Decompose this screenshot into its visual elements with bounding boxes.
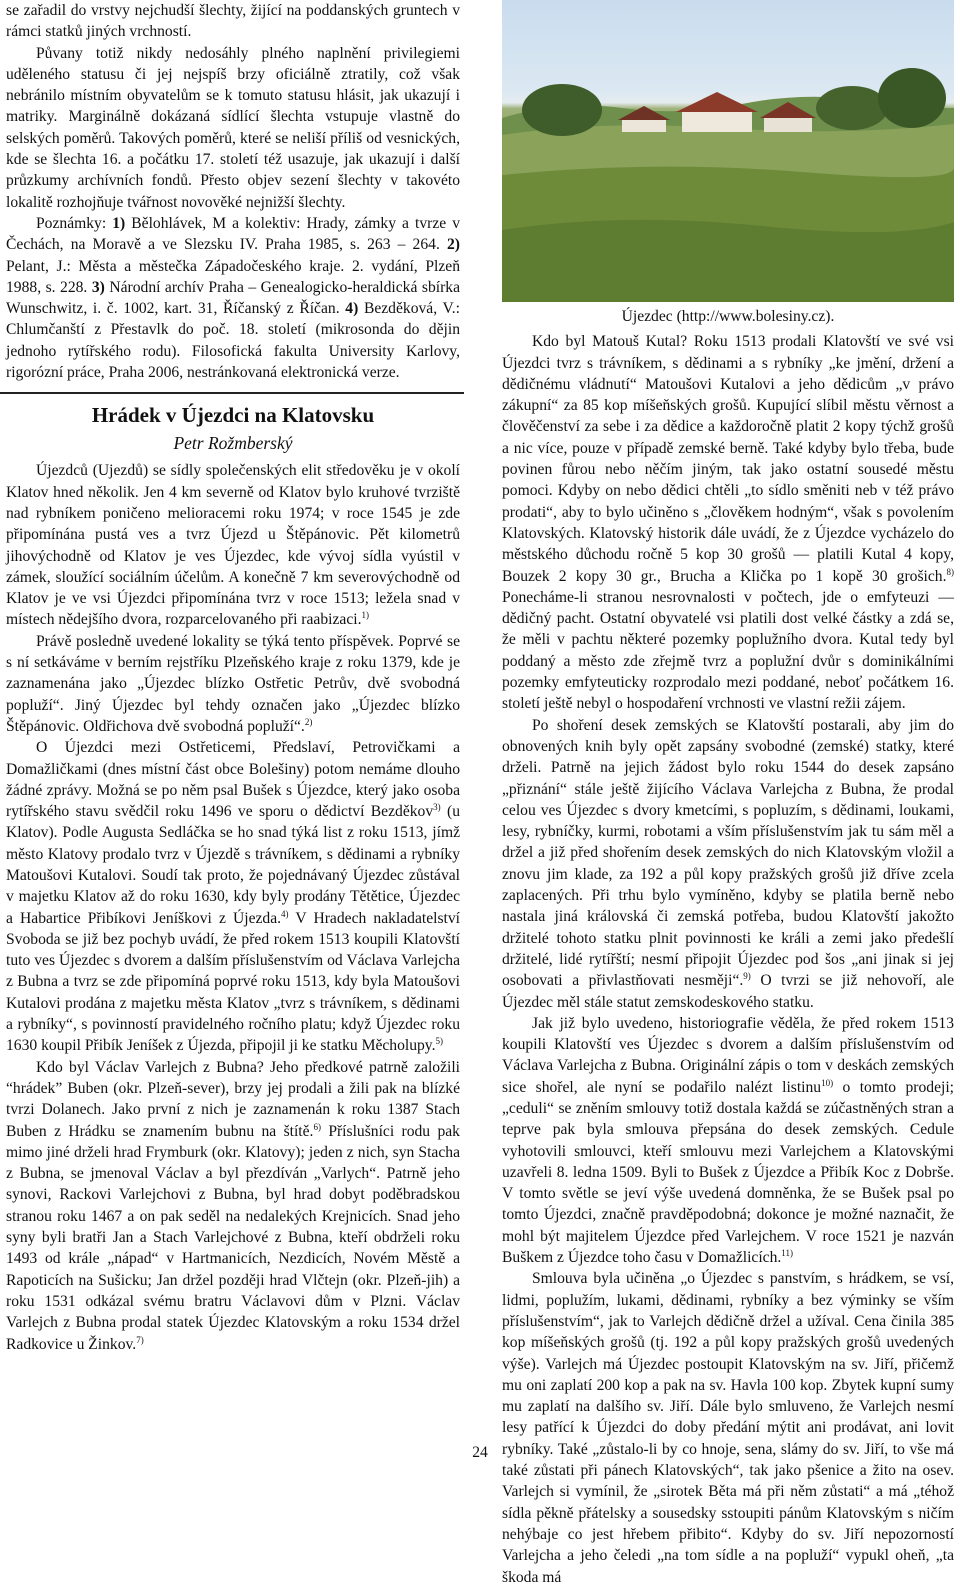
village-photo-illustration	[502, 0, 954, 302]
village-photo	[502, 0, 954, 302]
right-column	[502, 0, 954, 1588]
article-title: Hrádek v Újezdci na Klatovsku	[91, 403, 375, 428]
paragraph: Půvany totiž nikdy nedosáhly plného naplnění privilegiemi uděleného statusu či jej nejspíš brzy oficiálně ztratily, což však nebránilo místním obyvatelům se k tomuto statusu hlásit, jak ukazují i matriky. Marginálně dokázaná sídlící šlechta vstupuje vlastně do selských poměrů. Takových poměrů, které se neliší příliš od vesnických, kde se šlechta 16. a počátku 17. století též usazuje, jak ukazují i další průzkumy archívních fondů. Přesto objev sezení šlechty v takovéto lokalitě rozhojňuje tvářnost novověké nejnižší šlechty.	[6, 44, 460, 211]
page-number: 24	[472, 1444, 488, 1461]
paragraph: Újezdců (Ujezdů) se sídly společenských elit středověku je v okolí Klatov hned několik. Jen 4 km severně od Klatov bylo kruhové tvrziště nad rybníkem poničeno melioracemi roku 1974; v roce 1545 je zde připomínána pustá ves a tvrz Újezd u Štěpánovic. Pět kilometrů jihovýchodně od Klatov je ves Újezdec, kde vývoj sídla vyústil v zámek, sloužící sociálním účelům. A konečně 7 km severovýchodně od Klatov je ve vsi Újezdci připomínána tvrz v roce 1513; ležela snad v místech nědejšího dvora, rozparcelovaného při raabizaci.$^{1)}$	[6, 462, 460, 629]
photo-caption: Újezdec (http://www.bolesiny.cz).	[621, 308, 835, 325]
paragraph: Jak již bylo uvedeno, historiografie věděla, že před rokem 1513 koupili Klatovští ves Újezdec s dvorem a dalším příslušenstvím od Václava Varlejcha z Bubna. Originální zápis o tom v deskách zemských sice shořel, ale nyní se podařilo nalézt listinu$^{10)}$ o tomto prodeji; „ceduli“ se zněním smlouvy totiž dostala každá se zúčastněných stran a teprve pak byla smlouva přepsána do desek zemských. Cedule vyhotovili smlouvci, kteří smlouvu mezi Varlejchem a Klatovskými uzavřeli 8. ledna 1509. Byli to Bušek z Újezdce a Přibík Koc z Dobrše. V tomto světle se jeví výše uvedená domněnka, že se Bušek psal po tomto Újezdci, značně pravděpodobná; dokonce je možné naznačit, že mohl být majitelem Újezdce před Varlejchem. V roce 1521 je nazván Buškem z Újezdce toho času v Domažlicích.$^{11)}$	[502, 1014, 954, 1267]
section-divider	[0, 392, 464, 394]
paragraph: Kdo byl Václav Varlejch z Bubna? Jeho předkové patrně založili “hrádek” Buben (okr. Plzeň-sever), brzy jej prodali a žili pak na blízké tvrzi Dolanech. Jako první z nich je zaznamenán k roku 1387 Stach Buben z Hrádku se znamením bubnu na štítě.$^{6)}$ Příslušníci rodu pak mimo jiné drželi hrad Frymburk (okr. Klatovy); jeden z nich, syn Stacha z Bubna, se jmenoval Václav a byl přezdíván „Varlych“. Patrně jeho synovi, Rackovi Varlejchovi z Bubna, byl hrad dobyt poděbradskou stranou roku 1467 a on pak seděl na nedalekých Krejnicích. Snad jeho syny byli bratři Jan a Stach Varlejchové z Bubna, kteří obdrželi roku 1493 od krále „nápad“ v Hartmanicích, Nezdicích, Novém Městě a Rapoticích na Sušicku; Jan držel později hrad Vlčtejn (okr. Plzeň-jih) a roku 1531 odkázal svému bratru Václavovi dům v Plzni. Václav Varlejch z Bubna prodal statek Újezdec Klatovským a roku 1534 držel Radkovice u Žinkov.$^{7)}$	[6, 1058, 460, 1353]
article-author: Petr Rožmberský	[173, 433, 293, 454]
paragraph: Kdo byl Matouš Kutal? Roku 1513 prodali Klatovští ve své vsi Újezdci tvrz s trávníkem, s dědinami a s rybníky „ke jmění, držení a dědičnému vládnutí“ Matoušovi Kutalovi a jeho dědicům „v právo zákupní“ za 85 kop míšeňských grošů. Kupující slíbil městu věrnost a člověčenství za sebe i za dědice a každoročně platit 2 kopy týchž grošů a nic více, pouze v případě zemské berně. Také kdyby bylo třeba, bude povinen fůrou nebo něčím jiným, tak jako ostatní sousedé městu pomoci. Kdyby on nebo dědici chtěli „to sídlo směniti neb v též právo prodati“, aby to bylo učiněno s „člověkem hodným“, však s povolením Klatovských. Klatovský historik dále uvádí, že z Újezdce vycházelo do městského důchodu ročně 5 kop 30 grošů — platili Kutal 4 kopy, Bouzek 2 kopy 30 gr., Brucha a Klička po 1 kopě 30 grošich.$^{8)}$ Ponecháme-li stranou nesrovnalosti v počtech, jde o emfyteuzi — dědičný pacht. Ostatní obyvatelé vsi platili dost velké částky a zdá se, že měli v pachtu některé pozemky poplužního dvora. Kutal tedy byl poddaný a město zde zřejmě tvrz a poplužní dvůr s dominikálními pozemky emfyteuticky rozprodalo mezi poddané, neboť počátkem 16. století ještě nebyl o hospodaření vrchnosti ve vlastní režii zájem.	[502, 333, 954, 713]
paragraph: Smlouva byla učiněna „o Újezdec s panstvím, s hrádkem, se vsí, lidmi, poplužím, lukami, dědinami, rybníky a bez výminky se vším příslušenstvím“, jak to Varlejch dědičně držel a užíval. Cena činila 385 kop míšeňských grošů (tj. 192 a půl kopy pražských grošů uvedených výše). Varlejch má Újezdec postoupit Klatovským na sv. Jiří, přičemž mu oni zaplatí 200 kop a pak na sv. Havla 100 kop. Zbytek kupní sumy mu zaplatí na dalšího sv. Jiří. Dále bylo smluveno, že Varlejch nesmí lesy patřící k Újezdci do doby předání mýtit ani prodávat, ani lovit rybníky. Také „zůstalo-li by co hnoje, sena, slámy do sv. Jiří, to vše má také zůstati při pánech Klatovských“, tak jako pšenice a žito na osev. Varlejch si vymínil, že „sirotek Běta má při něm zůstati“ a má „téhož sídla pěkně přátelsky a sousedsky sstoupiti pánům Klatovským s ničím nehýbaje co jest hřebem přibito“. Kdyby do sv. Jiří nepozorností Varlejcha a jeho čeledi „na tom sídle a na popluží“ vypukl oheň, „ta škoda má	[502, 1270, 954, 1586]
paragraph: Právě posledně uvedené lokality se týká tento příspěvek. Poprvé se s ní setkáváme v berním rejstříku Plzeňského kraje z roku 1379, kde je zaznamenána jako „Újezdec blízko Ostřetic Petrův, dvě svobodná popluží“. Jiný Újezdec byl tehdy označen jako „Újezdec blízko Štěpánovic. Oldřichova dvě svobodná popluží“.$^{2)}$	[6, 632, 460, 735]
paragraph: O Újezdci mezi Ostřeticemi, Předslaví, Petrovičkami a Domažličkami (dnes místní část obce Bolešiny) potom nemáme dlouho žádné zprávy. Možná se po něm psal Bušek s Újezdce, který jako osoba rytířského stavu svědčil roku 1496 ve sporu o dědictví Bezděkov$^{3)}$ (u Klatov). Podle Augusta Sedláčka se ho snad týká list z roku 1513, jímž město Klatovy prodalo tvrz v Újezdě s trávníkem, s dědinami a rybníky Matoušovi Kutalovi. Soudí tak proto, že pojednávaný Újezdec zůstával v majetku Klatov až do roku 1630, kdy byly prodány Tětětice, Újezdec a Habartice Přibíkovi Jeníškovi z Újezda.$^{4)}$ V Hradech nakladatelství Svoboda se již bez pochyb uvádí, že před rokem 1513 koupili Klatovští tuto ves Újezdec s dvorem a dalším příslušenstvím od Václava Varlejcha z Bubna a tvrz se zde připomíná poprvé roku 1513, kdy byla Matoušovi Kutalovi prodána z majetku města Klatov „tvrz s trávníkem, s dědinami a rybníky“, s povinností pravidelného ročního platu; když Újezdec roku 1630 koupil Přibík Jeníšek z Újezda, připojil ji ke statku Měcholupy.$^{5)}$	[6, 739, 461, 1055]
paragraph: Po shoření desek zemských se Klatovští postarali, aby jim do obnovených knih byly opět zapsány svobodné (zemské) statky, které drželi. Patrně na jejich žádost bylo roku 1544 do desek zapsáno „přiznání“ stále ještě žijícího Václava Varlejcha z Bubna, že prodal celou ves Újezdec s dvory kmetcími, s popluzím, s dědinami, loukami, lesy, rybníčky, kurmi, robotami a vším příslušenstvím jak tu sám měl a držel a již před shořením desek zemských do nich Klatovským vložil a znovu jim klade, za 192 a půl kopy pražských grošů již dříve zcela zaplacených. Při trhu bylo vymíněno, kdyby se platila berně nebo nastala jiná královská či zemská potřeba, budou Klatovští jakožto držitelé tohoto statku plnit povinnosti ke králi a zemi jako předešlí držitelé, lidé rytířští; nesmí připojit Újezdec pod šos „ani jinak si jej osobovati a přivlastňovati nesměji“.$^{9)}$ O tvrzi se již nehovoří, ale Újezdec měl stále statut zemskodeskového statku.	[502, 716, 954, 1011]
paragraph: se zařadil do vrstvy nejchudší šlechty, žijící na poddanských gruntech v rámci statků jiných vrchností.	[6, 2, 460, 41]
footnotes: Poznámky: 1) Bělohlávek, M a kolektiv: Hrady, zámky a tvrze v Čechách, na Moravě a ve Slezsku IV. Praha 1985, s. 263 – 264. 2) Pelant, J.: Města a městečka Západočeského kraje. 2. vydání, Plzeň 1988, s. 228. 3) Národní archív Praha – Genealogicko-heraldická sbírka Wunschwitz, i. č. 1002, kart. 31, Říčanský z Říčan. 4) Bezděková, V.: Chlumčanští z Přestavlk do poč. 18. století (mikrosonda do dějin jednoho rytířského rodu). Filosofická fakulta University Karlovy, rigorózní práce, Praha 2006, nestránkovaná elektronická verze.	[6, 214, 461, 382]
left-column	[6, 0, 460, 1355]
